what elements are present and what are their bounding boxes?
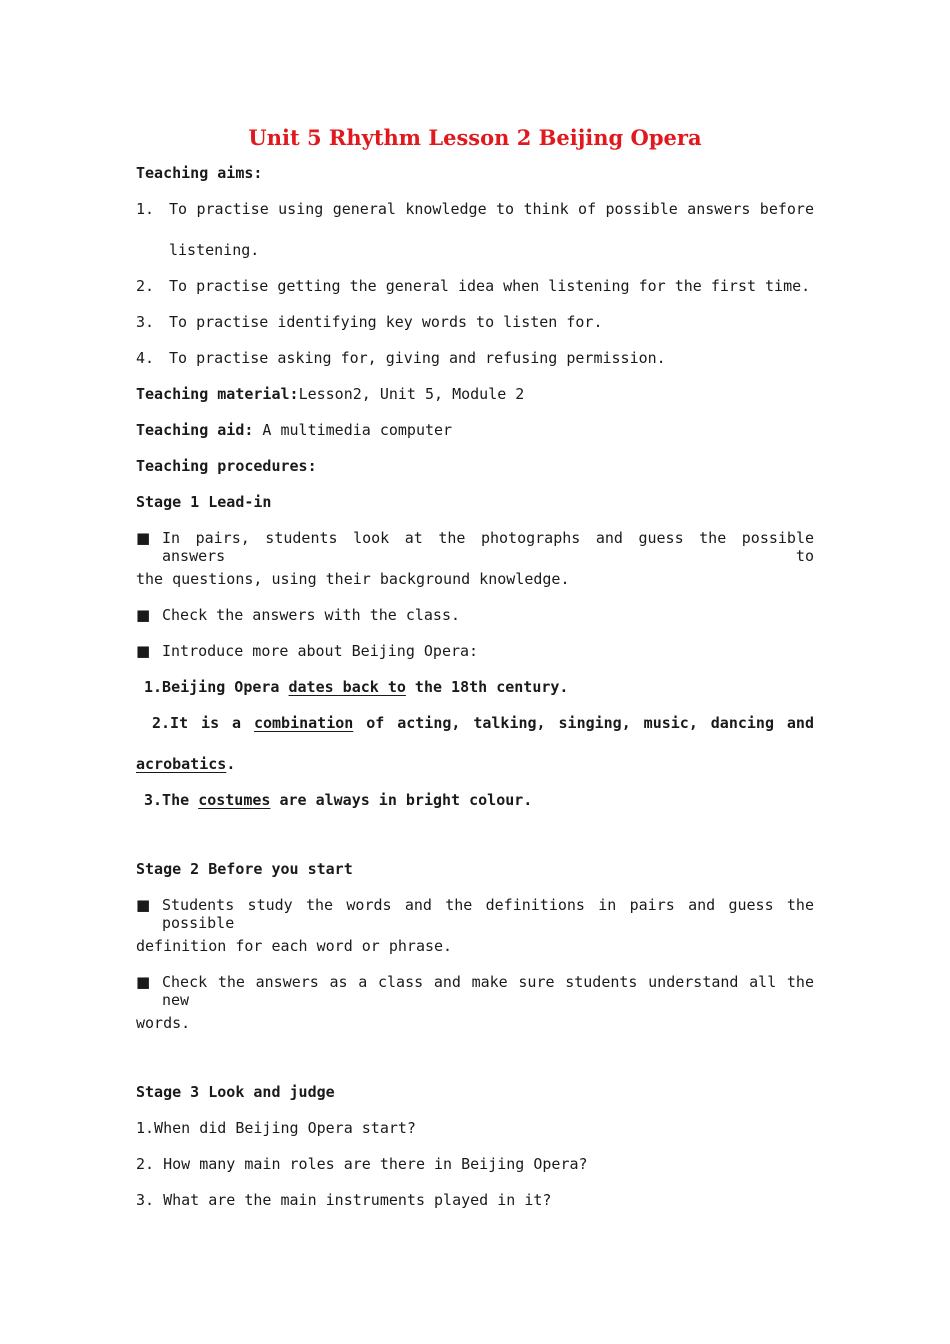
teaching-aid: [136, 421, 452, 439]
fact-text: the 18th century.: [405, 678, 569, 696]
opera-fact-1: [144, 678, 568, 696]
aim-number: 1.: [136, 200, 155, 218]
bullet-text: In pairs, students look at the photographs and guess the possible answers to: [162, 529, 814, 565]
bullet-icon: ■: [136, 896, 151, 914]
fact-text: of acting, talking, singing, music, dancing and: [353, 714, 814, 732]
aim-item-1-continued: listening.: [169, 241, 260, 259]
aim-text: To practise identifying key words to listen for.: [169, 313, 603, 331]
question-1: 1.When did Beijing Opera start?: [136, 1119, 416, 1137]
fact-text: 2.It is a: [152, 714, 254, 732]
fact-keyword: combination: [253, 714, 354, 732]
teaching-material: [136, 385, 524, 403]
aim-number: 3.: [136, 313, 155, 331]
fact-keyword: dates back to: [288, 678, 406, 696]
bullet-icon: ■: [136, 642, 151, 660]
aim-item-3: [136, 313, 602, 331]
material-label: Teaching material:: [136, 385, 299, 403]
aim-number: 2.: [136, 277, 155, 295]
stage-2-bullet-2: [136, 973, 814, 1009]
bullet-text: Introduce more about Beijing Opera:: [162, 642, 479, 660]
fact-text: 3.The: [144, 791, 199, 809]
question-3: 3. What are the main instruments played in it?: [136, 1191, 552, 1209]
bullet-text: Check the answers as a class and make sure students understand all the new: [162, 973, 814, 1009]
stage-2-heading: Stage 2 Before you start: [136, 860, 353, 878]
aim-number: 4.: [136, 349, 155, 367]
aim-item-2: [136, 277, 810, 295]
aim-text: To practise using general knowledge to think of possible answers before: [169, 200, 814, 218]
bullet-text: Students study the words and the definitions in pairs and guess the possible: [162, 896, 814, 932]
stage-1-bullet-1-continued: the questions, using their background knowledge.: [136, 570, 570, 588]
stage-1-bullet-3: [136, 642, 478, 660]
opera-fact-3: [144, 791, 532, 809]
aid-value: A multimedia computer: [253, 421, 453, 439]
aim-text: To practise getting the general idea when listening for the first time.: [169, 277, 811, 295]
bullet-text: Check the answers with the class.: [162, 606, 461, 624]
aim-item-4: [136, 349, 666, 367]
stage-1-bullet-1: [136, 529, 814, 565]
aims-heading: Teaching aims:: [136, 164, 263, 182]
procedures-heading: Teaching procedures:: [136, 457, 317, 475]
fact-keyword: costumes: [198, 791, 271, 809]
aid-label: Teaching aid:: [136, 421, 254, 439]
stage-1-heading: Stage 1 Lead-in: [136, 493, 272, 511]
fact-text: 1.Beijing Opera: [144, 678, 289, 696]
stage-2-bullet-1-continued: definition for each word or phrase.: [136, 937, 453, 955]
bullet-icon: ■: [136, 606, 151, 624]
aim-item-1: [136, 200, 814, 218]
stage-2-bullet-2-continued: words.: [136, 1014, 191, 1032]
fact-text: are always in bright colour.: [270, 791, 533, 809]
stage-3-heading: Stage 3 Look and judge: [136, 1083, 335, 1101]
stage-1-bullet-2: [136, 606, 460, 624]
aim-text: To practise asking for, giving and refusing permission.: [169, 349, 666, 367]
document-title: Unit 5 Rhythm Lesson 2 Beijing Opera: [248, 125, 702, 150]
question-2: 2. How many main roles are there in Beijing Opera?: [136, 1155, 588, 1173]
material-value: Lesson2, Unit 5, Module 2: [298, 385, 525, 403]
bullet-icon: ■: [136, 529, 151, 547]
fact-text: .: [226, 755, 236, 773]
fact-keyword: acrobatics: [136, 755, 227, 773]
stage-2-bullet-1: [136, 896, 814, 932]
opera-fact-2-continued: [136, 755, 235, 773]
opera-fact-2: [152, 714, 814, 732]
bullet-icon: ■: [136, 973, 151, 991]
